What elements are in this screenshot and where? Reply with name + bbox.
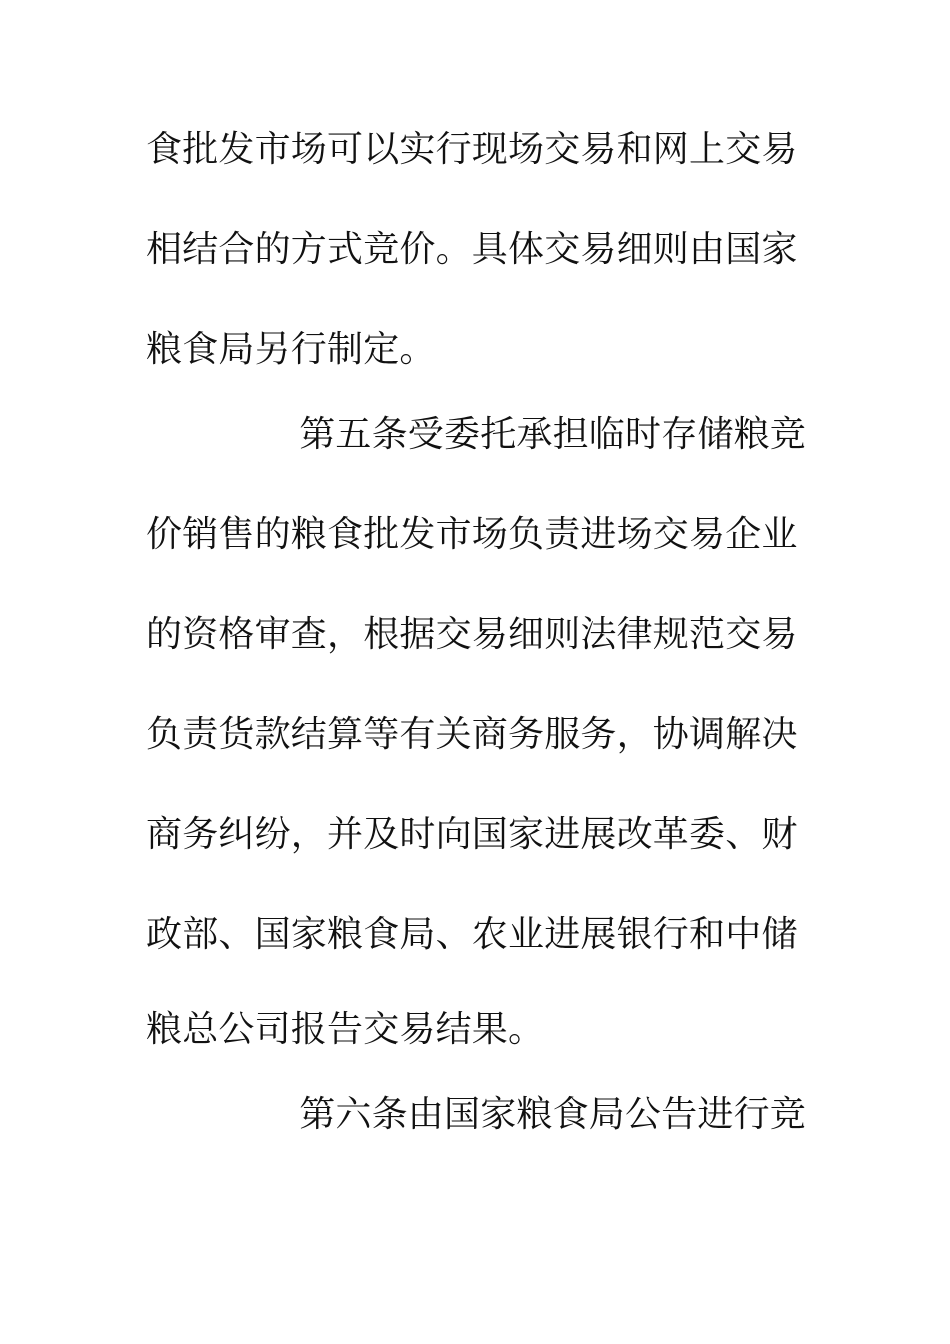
text-line: 的资格审查，根据交易细则法律规范交易 bbox=[146, 614, 798, 655]
text-line: 负责货款结算等有关商务服务，协调解决 bbox=[146, 714, 798, 755]
text-line: 相结合的方式竞价。具体交易细则由国家 bbox=[146, 229, 798, 270]
text-line: 粮食局另行制定。 bbox=[146, 329, 436, 370]
text-line: 价销售的粮食批发市场负责进场交易企业 bbox=[146, 514, 798, 555]
text-line: 食批发市场可以实行现场交易和网上交易 bbox=[146, 129, 798, 170]
article-heading-line: 第五条受委托承担临时存储粮竞 bbox=[299, 414, 806, 455]
text-line: 政部、国家粮食局、农业进展银行和中储 bbox=[146, 914, 798, 955]
text-line: 商务纠纷，并及时向国家进展改革委、财 bbox=[146, 814, 798, 855]
article-heading-line: 第六条由国家粮食局公告进行竞 bbox=[299, 1094, 806, 1135]
text-line: 粮总公司报告交易结果。 bbox=[146, 1009, 545, 1050]
